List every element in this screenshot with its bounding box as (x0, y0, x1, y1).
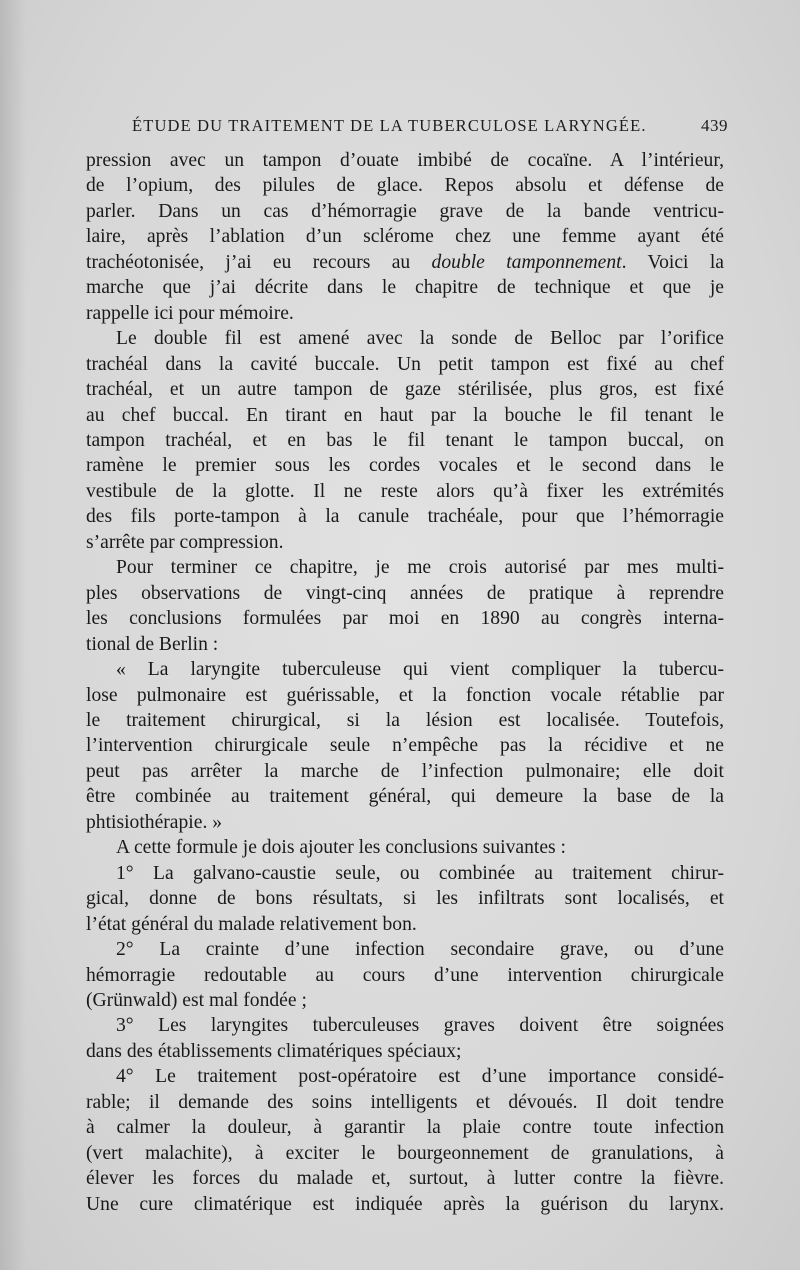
running-title: ÉTUDE DU TRAITEMENT DE LA TUBERCULOSE LARYNGÉE. (132, 116, 647, 135)
text-line: A cette formule je dois ajouter les conclusions suivantes : (116, 837, 567, 859)
quotation-paragraph (86, 657, 724, 835)
text-line: « La laryngite tuberculeuse qui vient compliquer la tubercu- (116, 659, 724, 681)
text-line: s’arrête par compression. (86, 531, 284, 553)
conclusion-4 (86, 1064, 724, 1217)
text-line: laire, après l’ablation d’un sclérome chez une femme ayant été (86, 226, 724, 248)
text-line: parler. Dans un cas d’hémorragie grave de la bande ventricu- (86, 200, 724, 222)
conclusion-1 (86, 861, 724, 937)
text-line: tional de Berlin : (86, 633, 219, 655)
text-line: 4° Le traitement post-opératoire est d’une importance considé- (116, 1066, 724, 1088)
page-gutter-shadow (0, 0, 26, 1270)
text-line: pression avec un tampon d’ouate imbibé de cocaïne. A l’intérieur, (86, 150, 724, 171)
text-line: des fils porte-tampon à la canule trachéale, pour que l’hémorragie (86, 506, 724, 528)
body-text (86, 148, 724, 1217)
text-line: élever les forces du malade et, surtout, à lutter contre la fièvre. (86, 1168, 724, 1190)
text-line: à calmer la douleur, à garantir la plaie contre toute infection (86, 1117, 724, 1139)
paragraph-3 (86, 555, 724, 657)
text-line: dans des établissements climatériques spéciaux; (86, 1040, 462, 1062)
paragraph-5 (86, 835, 724, 860)
text-line: ples observations de vingt-cinq années de pratique à reprendre (86, 582, 724, 604)
text-line: être combinée au traitement général, qui demeure la base de la (86, 786, 724, 808)
text-line: marche que j’ai décrite dans le chapitre de technique et que je (86, 277, 724, 299)
text-line: Pour terminer ce chapitre, je me crois autorisé par mes multi- (116, 557, 724, 579)
italic-phrase: double tamponnement (431, 251, 622, 273)
text-line: gical, donne de bons résultats, si les infiltrats sont localisés, et (86, 888, 724, 910)
text-line: trachéal, et un autre tampon de gaze stérilisée, plus gros, est fixé (86, 379, 724, 401)
text-line: phtisiothérapie. » (86, 811, 223, 833)
text-line: 3° Les laryngites tuberculeuses graves doivent être soignées (116, 1015, 724, 1037)
text-segment: . Voici la (621, 251, 724, 273)
text-line: l’état général du malade relativement bon. (86, 913, 417, 935)
text-line: trachéal dans la cavité buccale. Un petit tampon est fixé au chef (86, 353, 724, 375)
text-line: rable; il demande des soins intelligents et dévoués. Il doit tendre (86, 1091, 724, 1113)
text-line: les conclusions formulées par moi en 1890 au congrès interna- (86, 608, 724, 630)
text-line: l’intervention chirurgicale seule n’empêche pas la récidive et ne (86, 735, 724, 757)
text-line: hémorragie redoutable au cours d’une intervention chirurgicale (86, 964, 724, 986)
text-line: tampon trachéal, et en bas le fil tenant le tampon buccal, on (86, 429, 724, 451)
conclusion-2 (86, 937, 724, 1013)
text-line: (vert malachite), à exciter le bourgeonnement de granulations, à (86, 1142, 724, 1164)
text-line: rappelle ici pour mémoire. (86, 302, 294, 324)
running-header (132, 116, 728, 140)
text-line: au chef buccal. En tirant en haut par la bouche le fil tenant le (86, 404, 724, 426)
text-line: Une cure climatérique est indiquée après la guérison du larynx. (86, 1193, 724, 1215)
text-line: 2° La crainte d’une infection secondaire grave, ou d’une (116, 939, 724, 961)
text-line: Le double fil est amené avec la sonde de Belloc par l’orifice (116, 328, 724, 350)
page-number: 439 (701, 116, 728, 135)
text-line: vestibule de la glotte. Il ne reste alors qu’à fixer les extrémités (86, 480, 724, 502)
paragraph-1 (86, 148, 724, 326)
text-segment: trachéotonisée, j’ai eu recours au (86, 251, 432, 273)
text-line: le traitement chirurgical, si la lésion est localisée. Toutefois, (86, 709, 724, 731)
paragraph-2 (86, 326, 724, 555)
text-line: peut pas arrêter la marche de l’infection pulmonaire; elle doit (86, 760, 724, 782)
text-line: (Grünwald) est mal fondée ; (86, 989, 307, 1011)
conclusion-3 (86, 1013, 724, 1064)
text-line-with-italic (86, 250, 724, 275)
text-line: ramène le premier sous les cordes vocales et le second dans le (86, 455, 724, 477)
text-line: 1° La galvano-caustie seule, ou combinée au traitement chirur- (116, 862, 724, 884)
text-line: lose pulmonaire est guérissable, et la fonction vocale rétablie par (86, 684, 724, 706)
text-line: de l’opium, des pilules de glace. Repos absolu et défense de (86, 175, 724, 197)
